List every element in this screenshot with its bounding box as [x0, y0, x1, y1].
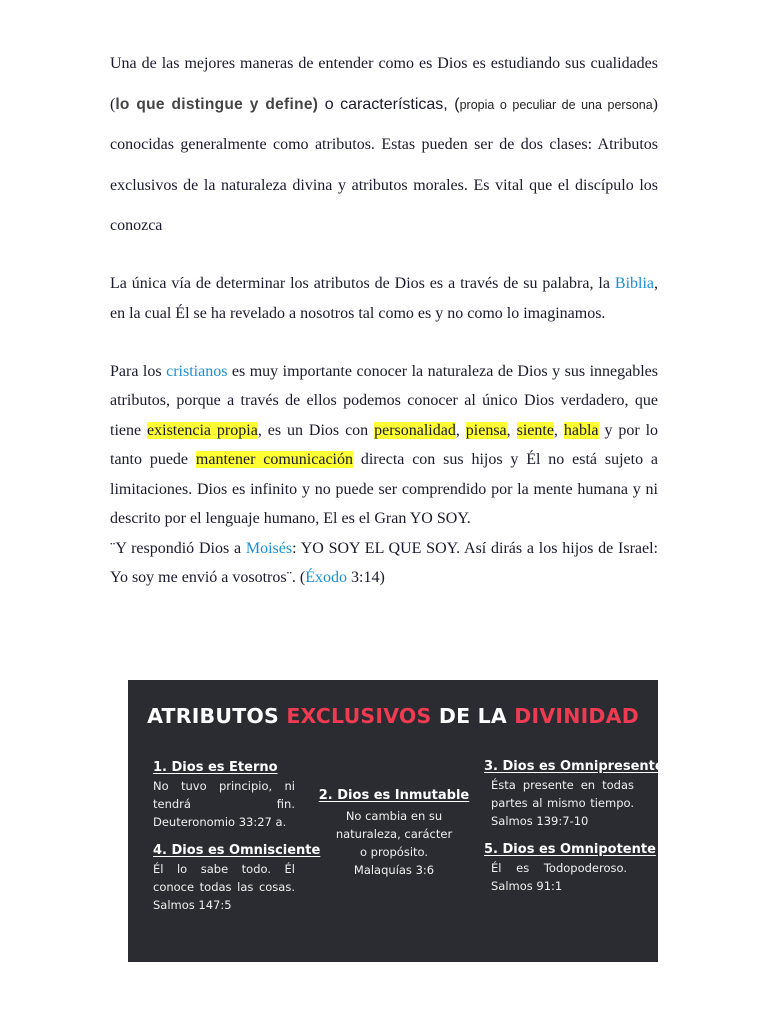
highlight-existencia: existencia propia — [147, 421, 258, 439]
attribute-heading: 4. Dios es Omnisciente — [153, 843, 321, 858]
highlight-personalidad: personalidad — [374, 421, 456, 439]
attribute-heading: 2. Dios es Inmutable — [318, 788, 470, 803]
attribute-text: Ésta presente en todas partes al mismo tiempo. Salmos 139:7-10 — [491, 778, 634, 828]
attribute-eterno — [153, 760, 295, 831]
attribute-heading: 1. Dios es Eterno — [153, 760, 278, 775]
small-definition: propia o peculiar de una persona — [459, 97, 653, 112]
exodo-link[interactable]: Éxodo — [305, 569, 348, 586]
paragraph-2: La única vía de determinar los atributos de Dios es a través de su palabra, la Biblia, en la cual Él se ha revelado a nosotros tal como es y no como lo imaginamos. — [110, 274, 658, 322]
attribute-omnipotente — [484, 842, 656, 895]
attribute-omnisciente — [153, 843, 321, 914]
moises-link[interactable]: Moisés — [245, 539, 293, 557]
paragraph-4: ¨Y respondió Dios a Moisés: YO SOY EL QUE SOY. Así dirás a los hijos de Israel: Yo soy me envió a vosotros¨. (Éxodo 3:14) — [110, 539, 658, 586]
attribute-text: No tuvo principio, ni tendrá fin. Deuteronomio 33:27 a. — [153, 779, 295, 829]
biblia-link[interactable]: Biblia — [614, 274, 654, 292]
attribute-heading: 3. Dios es Omnipresente — [484, 759, 664, 774]
cristianos-link[interactable]: cristianos — [166, 362, 228, 380]
graphic-title: ATRIBUTOS EXCLUSIVOS DE LA DIVINIDAD — [147, 704, 639, 728]
attribute-omnipresente — [484, 759, 664, 830]
paragraph-1: Una de las mejores maneras de entender como es Dios es estudiando sus cualidades (lo que distingue y define) o características, (propia o peculiar de una persona) conocidas generalmente como atributos. Estas pueden ser de dos clases: Atributos exclusivos de la naturaleza divina y atributos morales. Es vital que el discípulo los conozca — [110, 55, 658, 234]
document-body — [110, 44, 658, 593]
attribute-text: No cambia en su naturaleza, carácter o propósito. Malaquías 3:6 — [335, 809, 453, 877]
highlight-comunicacion: mantener comunicación — [195, 451, 353, 468]
highlight-piensa: piensa — [465, 421, 507, 439]
attribute-text: Él es Todopoderoso. Salmos 91:1 — [491, 861, 627, 893]
attribute-heading: 5. Dios es Omnipotente — [484, 842, 656, 857]
highlight-siente: siente — [516, 421, 554, 439]
attributes-graphic — [128, 680, 664, 962]
highlight-habla: habla — [563, 421, 599, 439]
attribute-text: Él lo sabe todo. Él conoce todas las cosas. Salmos 147:5 — [153, 862, 295, 912]
paragraph-3: Para los cristianos es muy importante conocer la naturaleza de Dios y sus innegables atributos, porque a través de ellos podemos conocer al único Dios verdadero, que tiene existencia propia, es un Dios con personalidad, piensa, siente, habla y por lo tanto puede mantener comunicación directa con sus hijos y Él no está sujeto a limitaciones. Dios es infinito y no puede ser comprendido por la mente humana y ni descrito por el lenguaje humano, El es el Gran YO SOY. — [110, 362, 659, 527]
bold-definition: lo que distingue y define) — [115, 95, 319, 113]
attribute-inmutable — [314, 788, 474, 879]
